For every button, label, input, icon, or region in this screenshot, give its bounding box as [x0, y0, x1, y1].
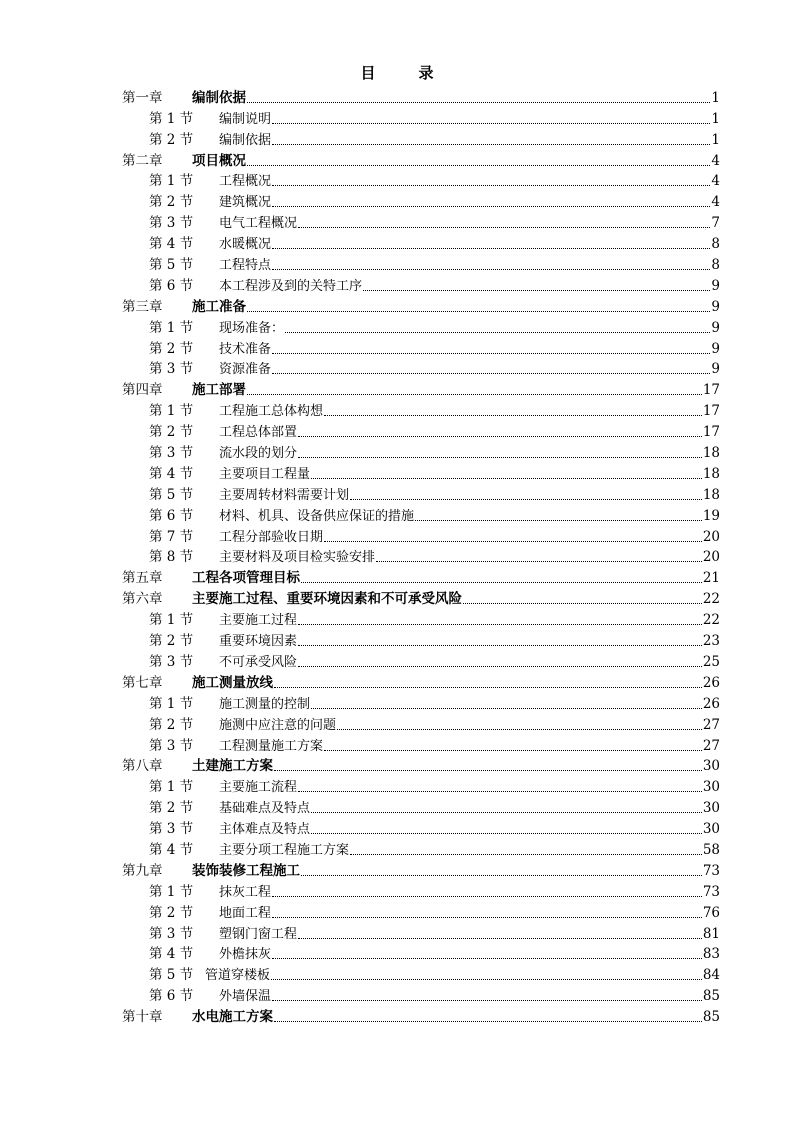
toc-dot-leader	[272, 248, 710, 249]
toc-entry-number: 第 4 节	[149, 841, 194, 858]
toc-page-number: 7	[711, 215, 720, 232]
toc-entry-label: 外檐抹灰	[219, 947, 272, 963]
toc-entry-label: 水电施工方案	[192, 1009, 273, 1026]
toc-entry-number: 第四章	[122, 382, 163, 399]
toc-page-number: 30	[702, 779, 720, 796]
toc-dot-leader	[324, 415, 702, 416]
toc-entry-label: 地面工程	[219, 905, 272, 921]
toc-page-number: 4	[711, 173, 720, 190]
toc-section-entry[interactable]	[122, 337, 720, 358]
toc-dot-leader	[363, 290, 710, 291]
toc-dot-leader	[274, 1021, 702, 1022]
toc-page-number: 30	[702, 758, 720, 775]
table-of-contents	[122, 86, 720, 1026]
toc-dot-leader	[272, 917, 702, 918]
toc-entry-label: 编制依据	[219, 132, 272, 148]
toc-dot-leader	[301, 875, 702, 876]
toc-dot-leader	[274, 770, 702, 771]
toc-section-entry[interactable]	[122, 441, 720, 462]
toc-chapter-entry[interactable]	[122, 149, 720, 170]
toc-entry-number: 第 7 节	[149, 528, 194, 545]
toc-title: 目 录	[360, 64, 448, 82]
toc-entry-number: 第 2 节	[149, 131, 194, 148]
toc-section-entry[interactable]	[122, 838, 720, 859]
toc-entry-number: 第七章	[122, 674, 163, 691]
toc-entry-label: 编制说明	[219, 111, 272, 127]
toc-section-entry[interactable]	[122, 734, 720, 755]
toc-dot-leader	[311, 812, 702, 813]
toc-section-entry[interactable]	[122, 901, 720, 922]
toc-dot-leader	[376, 561, 702, 562]
toc-entry-label: 技术准备	[219, 341, 272, 357]
toc-page-number: 9	[711, 277, 720, 294]
toc-dot-leader	[298, 624, 702, 625]
toc-section-entry[interactable]	[122, 546, 720, 567]
toc-page-number: 8	[711, 257, 720, 274]
toc-dot-leader	[271, 979, 702, 980]
toc-entry-number: 第 4 节	[149, 465, 194, 482]
toc-page-number: 25	[702, 653, 720, 670]
toc-entry-number: 第 6 节	[149, 277, 194, 294]
toc-page-number: 20	[702, 549, 720, 566]
toc-section-entry[interactable]	[122, 399, 720, 420]
toc-section-entry[interactable]	[122, 629, 720, 650]
toc-dot-leader	[311, 833, 702, 834]
toc-dot-leader	[247, 394, 702, 395]
toc-entry-number: 第 3 节	[149, 737, 194, 754]
toc-entry-number: 第 1 节	[149, 173, 194, 190]
toc-dot-leader	[463, 603, 702, 604]
toc-entry-label: 施测中应注意的问题	[219, 717, 337, 733]
toc-page-number: 17	[702, 382, 720, 399]
toc-page-number: 8	[711, 236, 720, 253]
toc-entry-number: 第 1 节	[149, 695, 194, 712]
toc-page-number: 83	[702, 946, 720, 963]
toc-entry-number: 第 1 节	[149, 883, 194, 900]
toc-entry-number: 第 1 节	[149, 110, 194, 127]
toc-dot-leader	[298, 436, 702, 437]
toc-entry-label: 主要施工流程	[219, 780, 298, 796]
toc-entry-number: 第 1 节	[149, 319, 194, 336]
toc-dot-leader	[274, 687, 702, 688]
toc-page-number: 26	[702, 695, 720, 712]
toc-entry-label: 抹灰工程	[219, 884, 272, 900]
toc-page-number: 18	[702, 465, 720, 482]
toc-entry-number: 第 1 节	[149, 612, 194, 629]
toc-dot-leader	[311, 478, 702, 479]
toc-section-entry[interactable]	[122, 650, 720, 671]
toc-entry-label: 施工测量的控制	[219, 696, 311, 712]
toc-entry-number: 第 3 节	[149, 361, 194, 378]
toc-dot-leader	[272, 896, 702, 897]
toc-entry-number: 第 2 节	[149, 716, 194, 733]
toc-entry-label: 工程分部验收日期	[219, 529, 324, 545]
toc-dot-leader	[272, 958, 702, 959]
toc-entry-number: 第五章	[122, 570, 163, 587]
toc-entry-label: 本工程涉及到的关特工序	[219, 278, 363, 294]
toc-entry-number: 第三章	[122, 298, 163, 315]
toc-entry-number: 第 2 节	[149, 633, 194, 650]
toc-page-number: 22	[702, 591, 720, 608]
toc-page-number: 9	[711, 340, 720, 357]
toc-page-number: 18	[702, 445, 720, 462]
toc-page-number: 9	[711, 298, 720, 315]
toc-entry-label: 土建施工方案	[192, 758, 273, 775]
toc-dot-leader	[247, 311, 710, 312]
toc-page-number: 27	[702, 737, 720, 754]
toc-entry-label: 不可承受风险	[219, 654, 298, 670]
toc-dot-leader	[298, 457, 702, 458]
toc-entry-label: 主要施工过程	[219, 613, 298, 629]
toc-section-entry[interactable]	[122, 128, 720, 149]
toc-entry-label: 水暖概况	[219, 237, 272, 253]
toc-section-entry[interactable]	[122, 608, 720, 629]
toc-entry-label: 主体难点及特点	[219, 822, 311, 838]
toc-section-entry[interactable]	[122, 943, 720, 964]
toc-page-number: 4	[711, 194, 720, 211]
toc-entry-number: 第九章	[122, 862, 163, 879]
toc-section-entry[interactable]	[122, 420, 720, 441]
toc-dot-leader	[285, 332, 710, 333]
toc-entry-label: 现场准备：	[219, 320, 285, 336]
toc-entry-label: 重要环境因素	[219, 634, 298, 650]
toc-page-number: 17	[702, 424, 720, 441]
toc-entry-label: 施工测量放线	[192, 674, 273, 691]
toc-chapter-entry[interactable]	[122, 378, 720, 399]
toc-chapter-entry[interactable]	[122, 295, 720, 316]
toc-entry-label: 装饰装修工程施工	[192, 862, 300, 879]
toc-section-entry[interactable]	[122, 713, 720, 734]
toc-entry-label: 电气工程概况	[219, 216, 298, 232]
toc-entry-number: 第 5 节	[149, 967, 194, 984]
toc-chapter-entry[interactable]	[122, 1005, 720, 1026]
toc-entry-number: 第 3 节	[149, 821, 194, 838]
toc-page-number: 1	[711, 89, 720, 106]
toc-section-entry[interactable]	[122, 253, 720, 274]
toc-page-number: 22	[702, 612, 720, 629]
toc-entry-number: 第 5 节	[149, 257, 194, 274]
toc-dot-leader	[272, 269, 710, 270]
toc-entry-number: 第一章	[122, 89, 163, 106]
toc-section-entry[interactable]	[122, 232, 720, 253]
toc-entry-number: 第 3 节	[149, 215, 194, 232]
toc-entry-label: 基础难点及特点	[219, 801, 311, 817]
toc-page-number: 84	[702, 967, 720, 984]
toc-section-entry[interactable]	[122, 190, 720, 211]
toc-dot-leader	[272, 373, 710, 374]
toc-entry-number: 第 2 节	[149, 424, 194, 441]
toc-page-number: 30	[702, 800, 720, 817]
toc-entry-number: 第 8 节	[149, 549, 194, 566]
toc-entry-label: 材料、机具、设备供应保证的措施	[219, 508, 415, 524]
toc-entry-number: 第六章	[122, 591, 163, 608]
toc-entry-label: 工程总体部置	[219, 425, 298, 441]
toc-page-number: 19	[702, 507, 720, 524]
toc-entry-number: 第 2 节	[149, 800, 194, 817]
toc-section-entry[interactable]	[122, 316, 720, 337]
toc-page-number: 1	[711, 131, 720, 148]
toc-chapter-entry[interactable]	[122, 671, 720, 692]
toc-dot-leader	[247, 165, 710, 166]
toc-entry-label: 工程测量施工方案	[219, 738, 324, 754]
toc-dot-leader	[415, 520, 702, 521]
toc-entry-number: 第 4 节	[149, 946, 194, 963]
toc-section-entry[interactable]	[122, 211, 720, 232]
toc-page-number: 85	[702, 988, 720, 1005]
toc-entry-number: 第 3 节	[149, 445, 194, 462]
toc-section-entry[interactable]	[122, 358, 720, 379]
toc-entry-label: 主要材料及项目检实验安排	[219, 550, 376, 566]
toc-dot-leader	[272, 123, 710, 124]
toc-dot-leader	[298, 938, 702, 939]
toc-section-entry[interactable]	[122, 796, 720, 817]
toc-section-entry[interactable]	[122, 775, 720, 796]
toc-page-number: 58	[702, 841, 720, 858]
toc-section-entry[interactable]	[122, 984, 720, 1005]
toc-entry-number: 第 1 节	[149, 779, 194, 796]
toc-entry-label: 外墙保温	[219, 989, 272, 1005]
toc-dot-leader	[272, 353, 710, 354]
toc-dot-leader	[272, 1000, 702, 1001]
toc-section-entry[interactable]	[122, 525, 720, 546]
toc-entry-number: 第 6 节	[149, 988, 194, 1005]
toc-dot-leader	[272, 185, 710, 186]
toc-dot-leader	[247, 102, 710, 103]
toc-page-number: 73	[702, 883, 720, 900]
toc-entry-number: 第 1 节	[149, 403, 194, 420]
toc-dot-leader	[350, 854, 702, 855]
toc-entry-label: 主要施工过程、重要环境因素和不可承受风险	[192, 591, 462, 608]
toc-dot-leader	[298, 791, 702, 792]
toc-entry-number: 第 2 节	[149, 340, 194, 357]
toc-entry-number: 第二章	[122, 152, 163, 169]
toc-dot-leader	[324, 541, 702, 542]
toc-page-number: 21	[702, 570, 720, 587]
toc-entry-label: 施工部署	[192, 382, 246, 399]
toc-dot-leader	[298, 645, 702, 646]
toc-section-entry[interactable]	[122, 817, 720, 838]
toc-entry-number: 第 6 节	[149, 507, 194, 524]
toc-page-number: 26	[702, 674, 720, 691]
toc-page-number: 23	[702, 633, 720, 650]
toc-entry-label: 主要周转材料需要计划	[219, 487, 350, 503]
toc-entry-label: 项目概况	[192, 152, 246, 169]
toc-dot-leader	[301, 582, 702, 583]
toc-entry-number: 第 2 节	[149, 194, 194, 211]
toc-page-number: 1	[711, 110, 720, 127]
toc-chapter-entry[interactable]	[122, 587, 720, 608]
toc-section-entry[interactable]	[122, 462, 720, 483]
toc-section-entry[interactable]	[122, 963, 720, 984]
toc-dot-leader	[350, 499, 702, 500]
toc-page-number: 9	[711, 361, 720, 378]
toc-entry-label: 工程各项管理目标	[192, 570, 300, 587]
toc-page-number: 73	[702, 862, 720, 879]
toc-section-entry[interactable]	[122, 692, 720, 713]
toc-entry-number: 第 3 节	[149, 925, 194, 942]
toc-page-number: 20	[702, 528, 720, 545]
toc-entry-label: 工程施工总体构想	[219, 404, 324, 420]
toc-chapter-entry[interactable]	[122, 86, 720, 107]
toc-page-number: 18	[702, 486, 720, 503]
toc-section-entry[interactable]	[122, 274, 720, 295]
toc-page-number: 4	[711, 152, 720, 169]
toc-section-entry[interactable]	[122, 483, 720, 504]
toc-entry-number: 第 4 节	[149, 236, 194, 253]
toc-chapter-entry[interactable]	[122, 755, 720, 776]
toc-page-number: 17	[702, 403, 720, 420]
toc-entry-number: 第 2 节	[149, 904, 194, 921]
toc-entry-label: 建筑概况	[219, 195, 272, 211]
toc-entry-label: 塑钢门窗工程	[219, 926, 298, 942]
toc-chapter-entry[interactable]	[122, 566, 720, 587]
toc-section-entry[interactable]	[122, 504, 720, 525]
toc-section-entry[interactable]	[122, 170, 720, 191]
toc-page-number: 81	[702, 925, 720, 942]
toc-dot-leader	[272, 206, 710, 207]
toc-entry-label: 资源准备	[219, 362, 272, 378]
toc-entry-number: 第八章	[122, 758, 163, 775]
toc-entry-label: 施工准备	[192, 298, 246, 315]
toc-page-number: 85	[702, 1009, 720, 1026]
toc-section-entry[interactable]	[122, 880, 720, 901]
toc-section-entry[interactable]	[122, 107, 720, 128]
toc-entry-label: 编制依据	[192, 89, 246, 106]
toc-entry-number: 第 3 节	[149, 653, 194, 670]
toc-chapter-entry[interactable]	[122, 859, 720, 880]
toc-dot-leader	[337, 729, 702, 730]
toc-entry-label: 管道穿楼板	[205, 968, 271, 984]
toc-dot-leader	[311, 708, 702, 709]
toc-entry-label: 工程概况	[219, 174, 272, 190]
toc-page-number: 9	[711, 319, 720, 336]
toc-dot-leader	[298, 227, 710, 228]
toc-section-entry[interactable]	[122, 922, 720, 943]
toc-entry-number: 第 5 节	[149, 486, 194, 503]
toc-entry-label: 流水段的划分	[219, 446, 298, 462]
toc-dot-leader	[298, 666, 702, 667]
toc-page-number: 30	[702, 821, 720, 838]
toc-entry-label: 主要项目工程量	[219, 466, 311, 482]
toc-page-number: 27	[702, 716, 720, 733]
toc-page-number: 76	[702, 904, 720, 921]
toc-entry-label: 主要分项工程施工方案	[219, 842, 350, 858]
toc-entry-label: 工程特点	[219, 258, 272, 274]
toc-dot-leader	[272, 144, 710, 145]
toc-entry-number: 第十章	[122, 1009, 163, 1026]
toc-dot-leader	[324, 750, 702, 751]
